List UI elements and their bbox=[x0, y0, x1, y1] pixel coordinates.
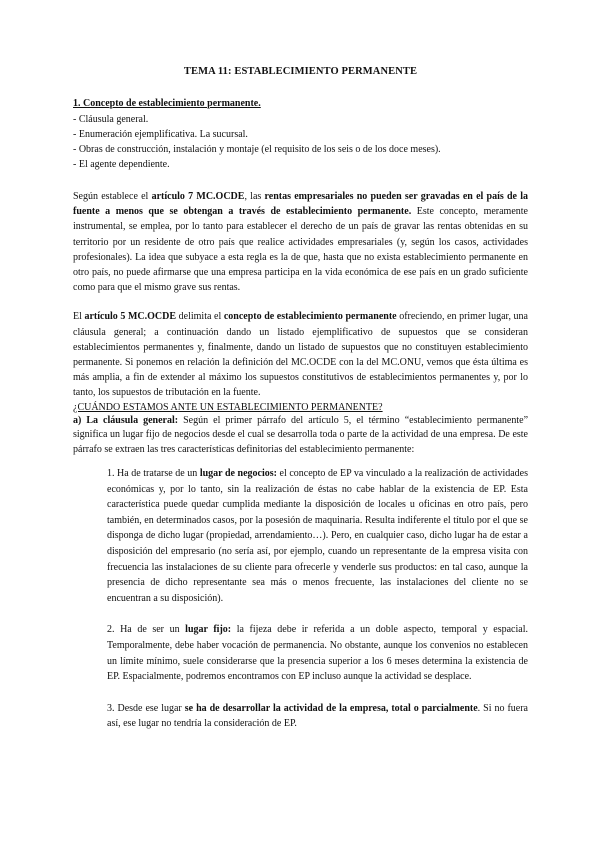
section-heading: 1. Concepto de establecimiento permanente. bbox=[73, 98, 261, 109]
characteristic-item: 3. Desde ese lugar se ha de desarrollar la actividad de la empresa, total o parcialmente. Si no fuera así, ese lugar no tendría la consideración de EP. bbox=[107, 702, 528, 730]
question-heading: ¿CUÁNDO ESTAMOS ANTE UN ESTABLECIMIENTO PERMANENTE? bbox=[73, 401, 383, 413]
list-item: - El agente dependiente. bbox=[73, 159, 170, 170]
list-item: - Cláusula general. bbox=[73, 114, 149, 125]
characteristics-list bbox=[107, 466, 528, 732]
characteristic-item: 2. Ha de ser un lugar fijo: la fijeza debe ir referida a un doble aspecto, temporal y espacial. Temporalmente, debe haber vocación de permanencia. No obstante, aunque los convenios no establecen un límite mínimo, suele considerarse que la presencia superior a los 6 meses determina la existencia de EP. Espacialmente, podremos encontramos con EP incluso aunque la actividad se desplace. bbox=[107, 624, 528, 683]
document-page bbox=[73, 66, 528, 732]
document-title: TEMA 11: ESTABLECIMIENTO PERMANENTE bbox=[183, 66, 418, 77]
paragraph-article-7: Según establece el artículo 7 MC.OCDE, las rentas empresariales no pueden ser gravadas en el país de la fuente a menos que se obtengan a través de establecimiento permanente. Este concepto, meramente instrumental, se emplea, por lo tanto para establecer el derecho de un país de gravar las rentas obtenidas en su territorio por un residente de otro país que realice actividades empresariales (y, según los casos, actividades profesionales). La idea que subyace a esta regla es la de que, hasta que no exista establecimiento permanente en otro país, no puede afirmarse que una empresa participa en la vida económica de ese país en un grado suficiente como para que el mismo grave sus rentas. bbox=[73, 191, 529, 294]
paragraph-general-clause: a) La cláusula general: Según el primer párrafo del artículo 5, el término “establecimiento permanente” significa un lugar fijo de negocios desde el cual se desarrolla toda o parte de la actividad de una empresa. De este párrafo se extraen las tres características definitorias del establecimiento permanente: bbox=[73, 414, 529, 456]
characteristic-item: 1. Ha de tratarse de un lugar de negocios: el concepto de EP va vinculado a la realización de actividades económicas y, por lo tanto, sin la realización de éstas no cabe hablar de la existencia de EP. Esta característica puede quedar cumplida mediante la disposición de locales u oficinas en otro país, pero también, en determinados casos, por la posesión de maquinaria. Resulta indiferente el título por el que se disponga de dicho lugar (propiedad, arrendamiento…). Pero, en cualquier caso, dicho lugar ha de estar a disposición del empresario (no sería así, por ejemplo, cuando un representante de la empresa visita con frecuencia las instalaciones de su cliente para ofrecerle y venderle sus productos: en tal caso, aunque la presencia de dicho representante sea más o menos frecuente, las instalaciones del cliente no se encuentran a su disposición). bbox=[107, 468, 528, 604]
list-item: - Obras de construcción, instalación y montaje (el requisito de los seis o de los doce meses). bbox=[73, 144, 441, 155]
outline-list bbox=[73, 112, 528, 172]
paragraph-article-5: El artículo 5 MC.OCDE delimita el concepto de establecimiento permanente ofreciendo, en primer lugar, una cláusula general; a continuación dando un listado ejemplificativo de supuestos que se consideran establecimientos permanentes y, finalmente, dando un listado de supuestos que no constituyen establecimiento permanente. Si ponemos en relación la definición del MC.OCDE con la del MC.ONU, vemos que ésta última es más amplia, a fin de extender al máximo los supuestos constitutivos de establecimientos permanentes y, por lo tanto, los supuestos de tributación en la fuente. bbox=[73, 311, 528, 399]
list-item: - Enumeración ejemplificativa. La sucursal. bbox=[73, 129, 248, 140]
